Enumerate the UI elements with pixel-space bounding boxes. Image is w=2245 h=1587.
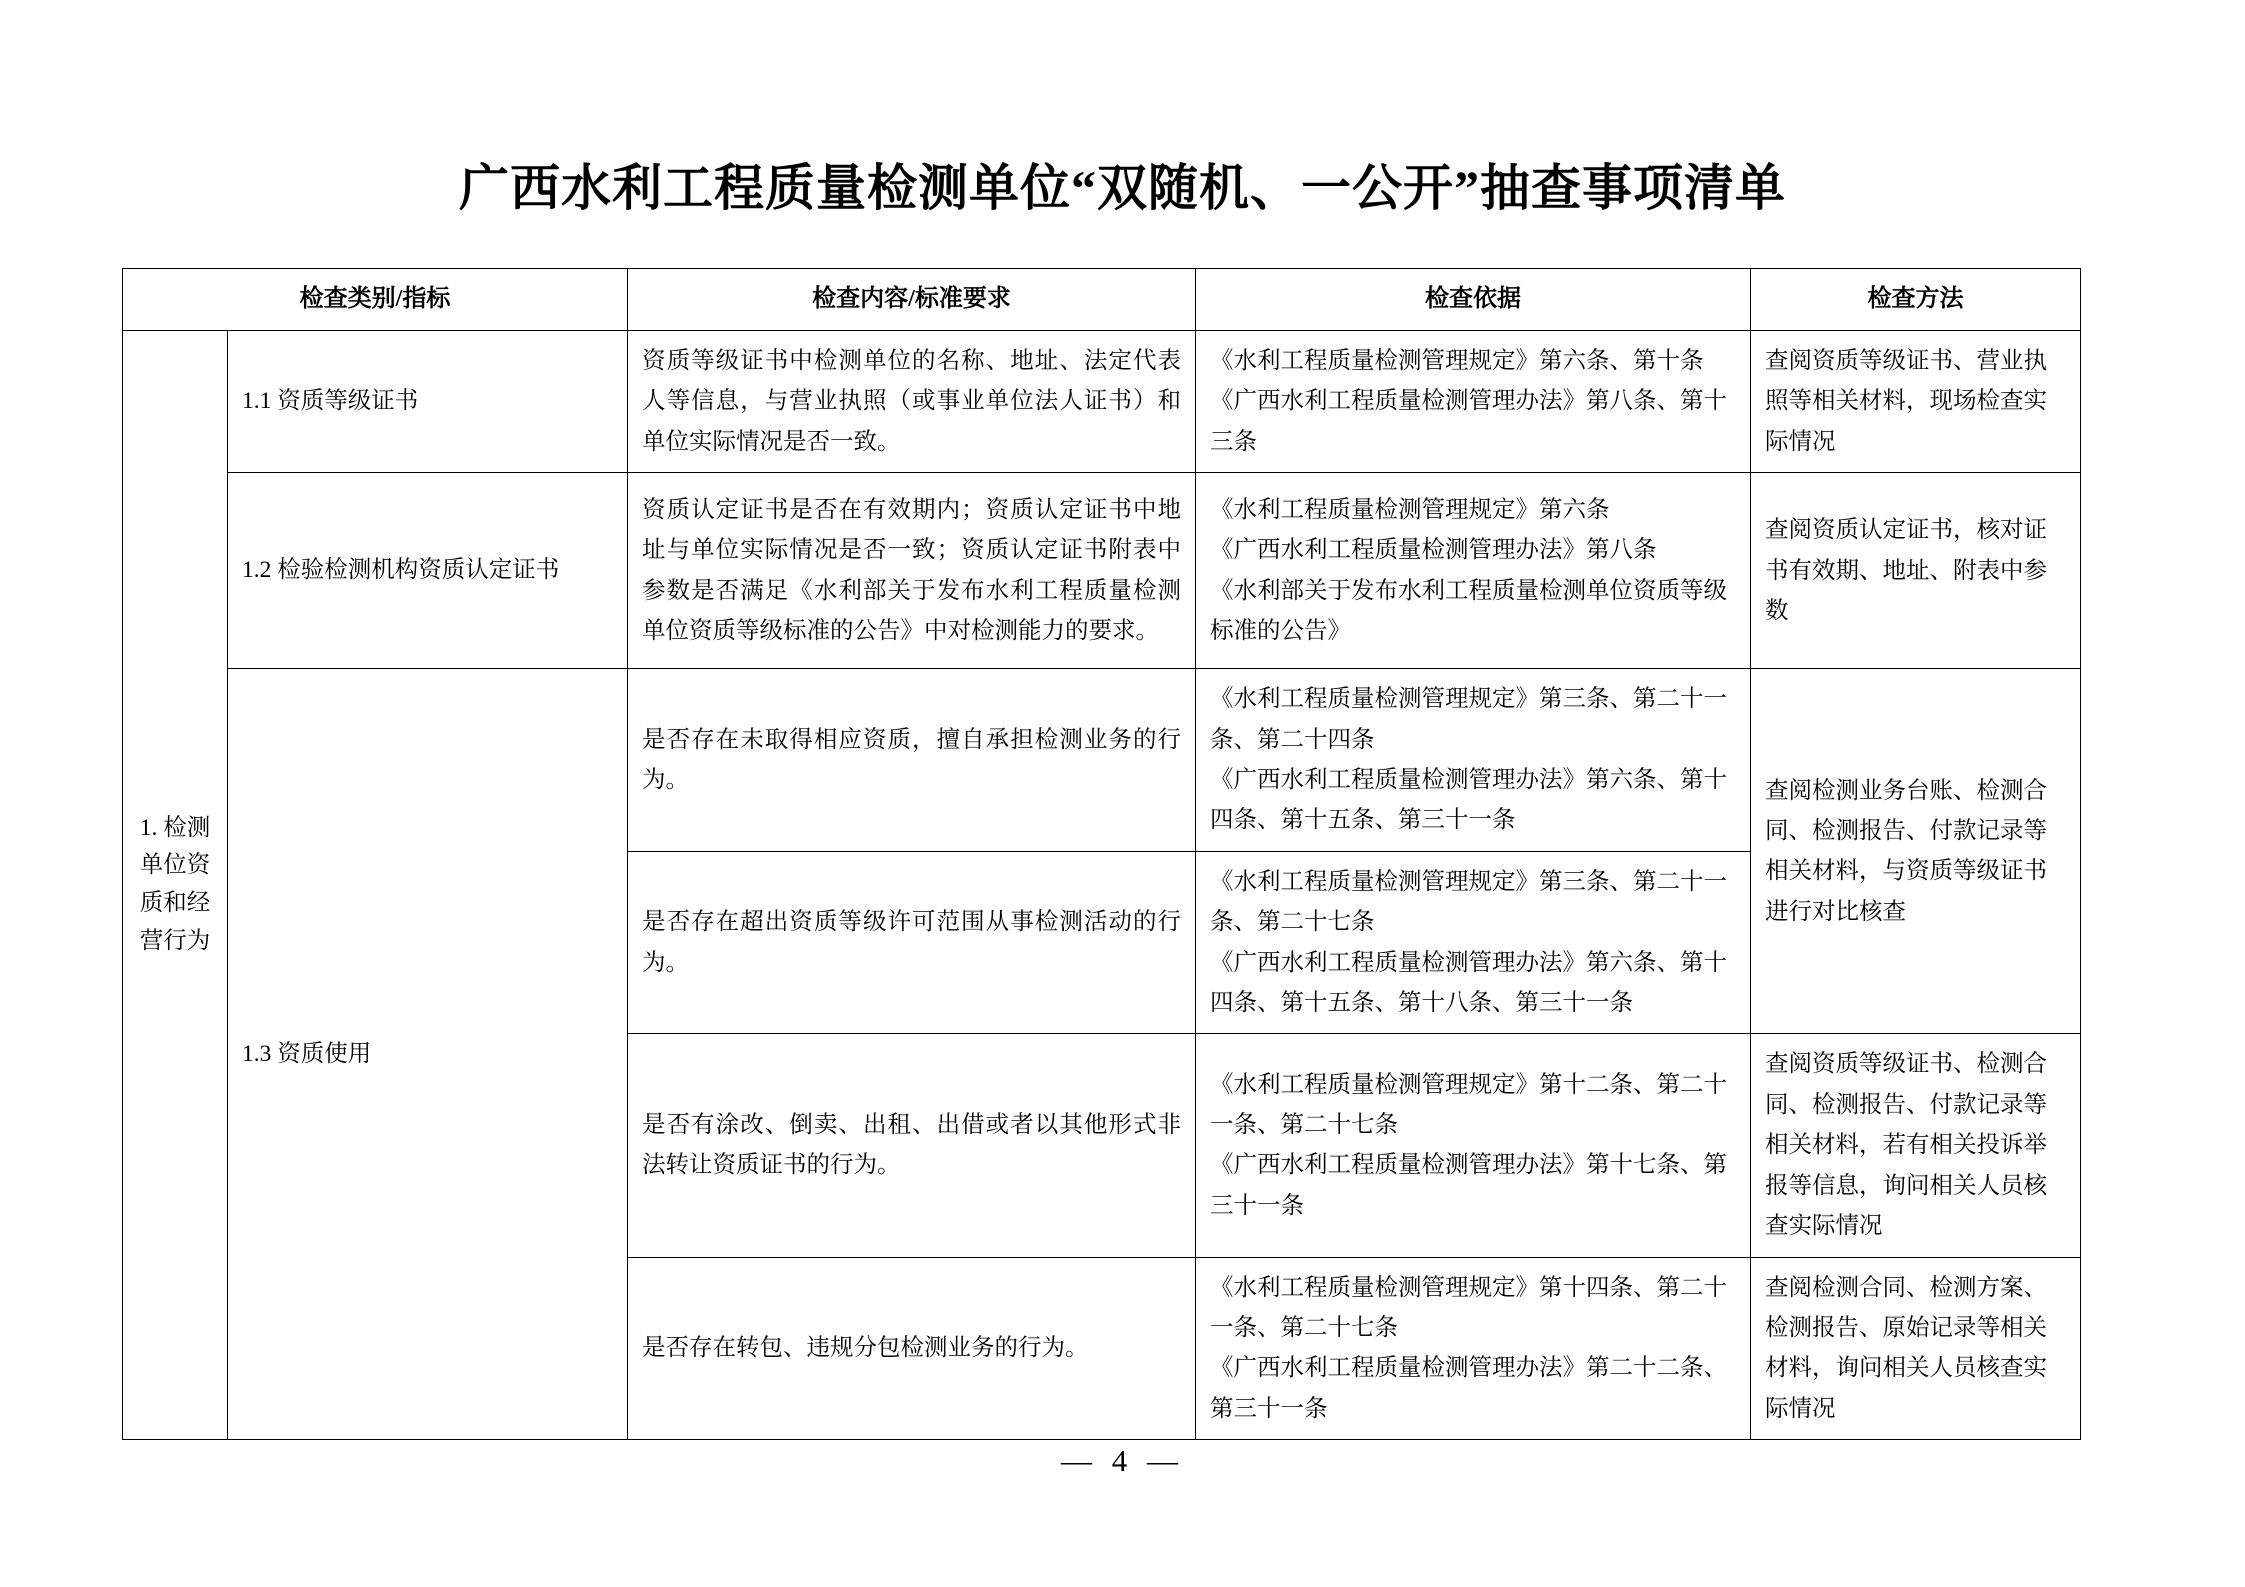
- column-header-basis: 检查依据: [1196, 269, 1751, 331]
- page-number: — 4 —: [1061, 1443, 1184, 1478]
- basis-cell-1-3-c: 《水利工程质量检测管理规定》第十二条、第二十一条、第二十七条 《广西水利工程质量检测管理办法》第十七条、第三十一条: [1196, 1034, 1751, 1257]
- method-cell-1-1: 查阅资质等级证书、营业执照等相关材料，现场检查实际情况: [1751, 331, 2081, 473]
- method-cell-1-3-ab: 查阅检测业务台账、检测合同、检测报告、付款记录等相关材料，与资质等级证书进行对比核查: [1751, 669, 2081, 1034]
- content-cell-1-2: 资质认定证书是否在有效期内；资质认定证书中地址与单位实际情况是否一致；资质认定证书附表中参数是否满足《水利部关于发布水利工程质量检测单位资质等级标准的公告》中对检测能力的要求。: [628, 473, 1196, 669]
- content-cell-1-3-b: 是否存在超出资质等级许可范围从事检测活动的行为。: [628, 851, 1196, 1034]
- basis-cell-1-2: 《水利工程质量检测管理规定》第六条 《广西水利工程质量检测管理办法》第八条 《水利部关于发布水利工程质量检测单位资质等级标准的公告》: [1196, 473, 1751, 669]
- column-header-content: 检查内容/标准要求: [628, 269, 1196, 331]
- method-cell-1-3-c: 查阅资质等级证书、检测合同、检测报告、付款记录等相关材料，若有相关投诉举报等信息，询问相关人员核查实际情况: [1751, 1034, 2081, 1257]
- basis-cell-1-1: 《水利工程质量检测管理规定》第六条、第十条 《广西水利工程质量检测管理办法》第八条、第十三条: [1196, 331, 1751, 473]
- indicator-cell-1-2: 1.2 检验检测机构资质认定证书: [228, 473, 628, 669]
- table-header-row: [123, 269, 2081, 331]
- basis-cell-1-3-d: 《水利工程质量检测管理规定》第十四条、第二十一条、第二十七条 《广西水利工程质量检测管理办法》第二十二条、第三十一条: [1196, 1257, 1751, 1440]
- checklist-table: [122, 268, 2081, 1440]
- content-cell-1-3-a: 是否存在未取得相应资质，擅自承担检测业务的行为。: [628, 669, 1196, 852]
- indicator-cell-1-3: 1.3 资质使用: [228, 669, 628, 1440]
- method-cell-1-2: 查阅资质认定证书，核对证书有效期、地址、附表中参数: [1751, 473, 2081, 669]
- indicator-cell-1-1: 1.1 资质等级证书: [228, 331, 628, 473]
- table-row: [123, 473, 2081, 669]
- content-cell-1-3-c: 是否有涂改、倒卖、出租、出借或者以其他形式非法转让资质证书的行为。: [628, 1034, 1196, 1257]
- page-title: 广西水利工程质量检测单位“双随机、一公开”抽查事项清单: [459, 160, 1786, 216]
- basis-cell-1-3-a: 《水利工程质量检测管理规定》第三条、第二十一条、第二十四条 《广西水利工程质量检测管理办法》第六条、第十四条、第十五条、第三十一条: [1196, 669, 1751, 852]
- basis-cell-1-3-b: 《水利工程质量检测管理规定》第三条、第二十一条、第二十七条 《广西水利工程质量检测管理办法》第六条、第十四条、第十五条、第十八条、第三十一条: [1196, 851, 1751, 1034]
- content-cell-1-3-d: 是否存在转包、违规分包检测业务的行为。: [628, 1257, 1196, 1440]
- column-header-category: 检查类别/指标: [123, 269, 628, 331]
- checklist-table-wrapper: [122, 268, 2080, 1440]
- table-row: [123, 669, 2081, 852]
- method-cell-1-3-d: 查阅检测合同、检测方案、检测报告、原始记录等相关材料，询问相关人员核查实际情况: [1751, 1257, 2081, 1440]
- column-header-method: 检查方法: [1751, 269, 2081, 331]
- category-group-cell: 1. 检测单位资质和经营行为: [123, 331, 228, 1440]
- table-row: [123, 331, 2081, 473]
- content-cell-1-1: 资质等级证书中检测单位的名称、地址、法定代表人等信息，与营业执照（或事业单位法人证书）和单位实际情况是否一致。: [628, 331, 1196, 473]
